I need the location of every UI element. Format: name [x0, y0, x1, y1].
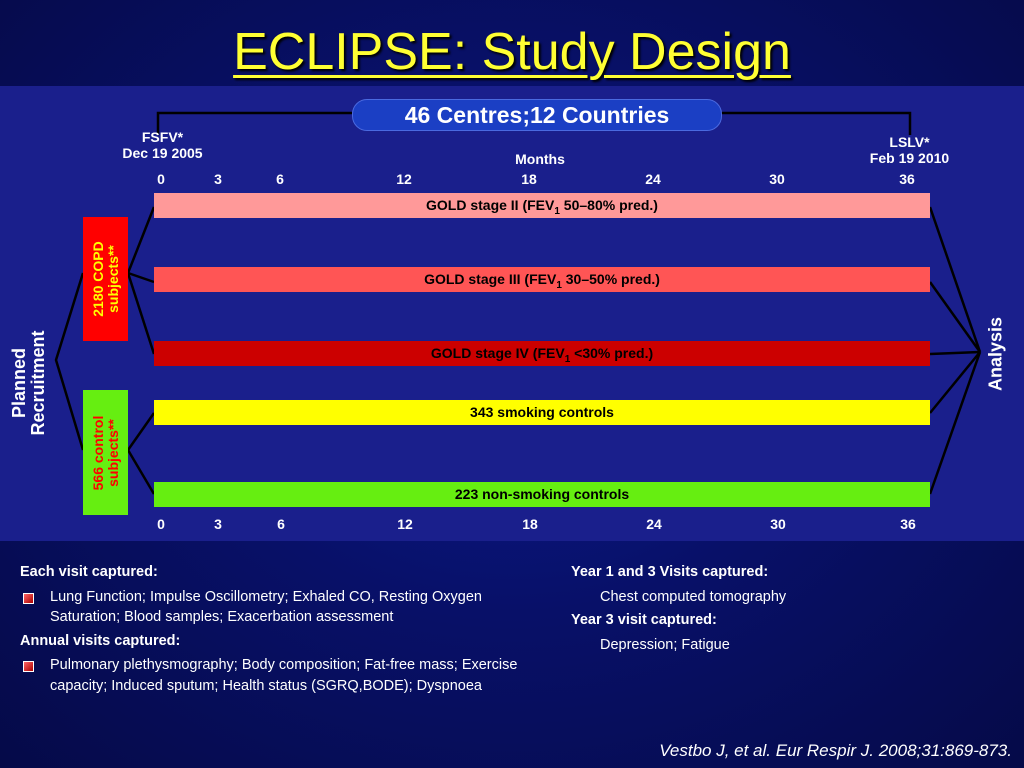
each-visit-text: Lung Function; Impulse Oscillometry; Exhaled CO, Resting Oxygen Saturation; Blood samples; Exacerbation assessment	[50, 588, 482, 625]
bar-gold-ii-subscript: 1	[554, 205, 560, 217]
tick-top-12: 12	[396, 171, 412, 187]
planned-recruitment-label: Planned Recruitment	[9, 330, 48, 436]
tick-bottom-0: 0	[157, 516, 165, 532]
bullet-icon	[23, 593, 34, 604]
fsfv-label	[100, 129, 225, 161]
lslv-label	[852, 134, 967, 166]
fsfv-line1: FSFV*	[141, 129, 184, 145]
bar-gold-iii	[154, 267, 930, 292]
months-label: Months	[515, 151, 565, 167]
tick-bottom-18: 18	[522, 516, 538, 532]
bar-gold-iii-range: 30–50% pred.)	[561, 271, 660, 287]
year3-item: Depression; Fatigue	[600, 636, 730, 653]
tick-bottom-30: 30	[770, 516, 786, 532]
notes-left	[20, 562, 540, 696]
bar-gold-iii-label: GOLD stage III (FEV	[424, 271, 557, 287]
control-subjects-label: 566 control subjects**	[89, 415, 121, 490]
lslv-date: Feb 19 2010	[869, 150, 950, 166]
centres-banner: 46 Centres;12 Countries	[352, 99, 722, 131]
tick-top-24: 24	[645, 171, 661, 187]
fsfv-date: Dec 19 2005	[122, 145, 203, 161]
each-visit-heading: Each visit captured:	[20, 564, 158, 580]
bar-gold-ii-label: GOLD stage II (FEV	[426, 197, 555, 213]
bullet-icon	[23, 661, 34, 672]
annual-text: Pulmonary plethysmography; Body composition; Fat-free mass; Exercise capacity; Induced sputum; Health status (SGRQ,BODE); Dyspnoea	[50, 657, 518, 694]
bar-gold-iv-label: GOLD stage IV (FEV	[430, 345, 565, 361]
tick-bottom-6: 6	[277, 516, 285, 532]
annual-heading: Annual visits captured:	[20, 632, 181, 649]
lslv-line1: LSLV*	[889, 134, 930, 150]
bar-smoking-controls: 343 smoking controls	[154, 400, 930, 425]
tick-bottom-12: 12	[397, 516, 413, 532]
tick-top-6: 6	[276, 171, 284, 187]
copd-subjects-box	[83, 217, 128, 341]
year13-item: Chest computed tomography	[600, 588, 787, 605]
bar-gold-iv-range: <30% pred.)	[570, 345, 654, 361]
tick-top-36: 36	[899, 171, 915, 187]
tick-bottom-24: 24	[646, 516, 662, 532]
tick-top-18: 18	[521, 171, 537, 187]
bar-gold-iv	[154, 341, 930, 366]
tick-bottom-3: 3	[214, 516, 222, 532]
copd-subjects-label: 2180 COPD subjects**	[89, 241, 121, 317]
bar-gold-ii-range: 50–80% pred.)	[559, 197, 658, 213]
bar-gold-iii-subscript: 1	[556, 279, 562, 291]
bar-non-smoking-controls: 223 non-smoking controls	[154, 482, 930, 507]
year3-heading: Year 3 visit captured:	[571, 612, 717, 628]
each-visit-item	[20, 587, 540, 628]
analysis-label: Analysis	[985, 316, 1006, 392]
control-subjects-box	[83, 390, 128, 515]
tick-top-30: 30	[769, 171, 785, 187]
tick-top-3: 3	[214, 171, 222, 187]
year13-heading: Year 1 and 3 Visits captured:	[571, 564, 769, 580]
page-title: ECLIPSE: Study Design	[233, 23, 791, 81]
bar-gold-iv-subscript: 1	[564, 353, 571, 365]
reference-citation: Vestbo J, et al. Eur Respir J. 2008;31:869-873.	[659, 741, 1012, 760]
bar-gold-ii	[154, 193, 930, 218]
notes-right	[571, 562, 991, 655]
tick-top-0: 0	[157, 171, 165, 187]
tick-bottom-36: 36	[900, 516, 916, 532]
annual-item	[20, 655, 540, 696]
